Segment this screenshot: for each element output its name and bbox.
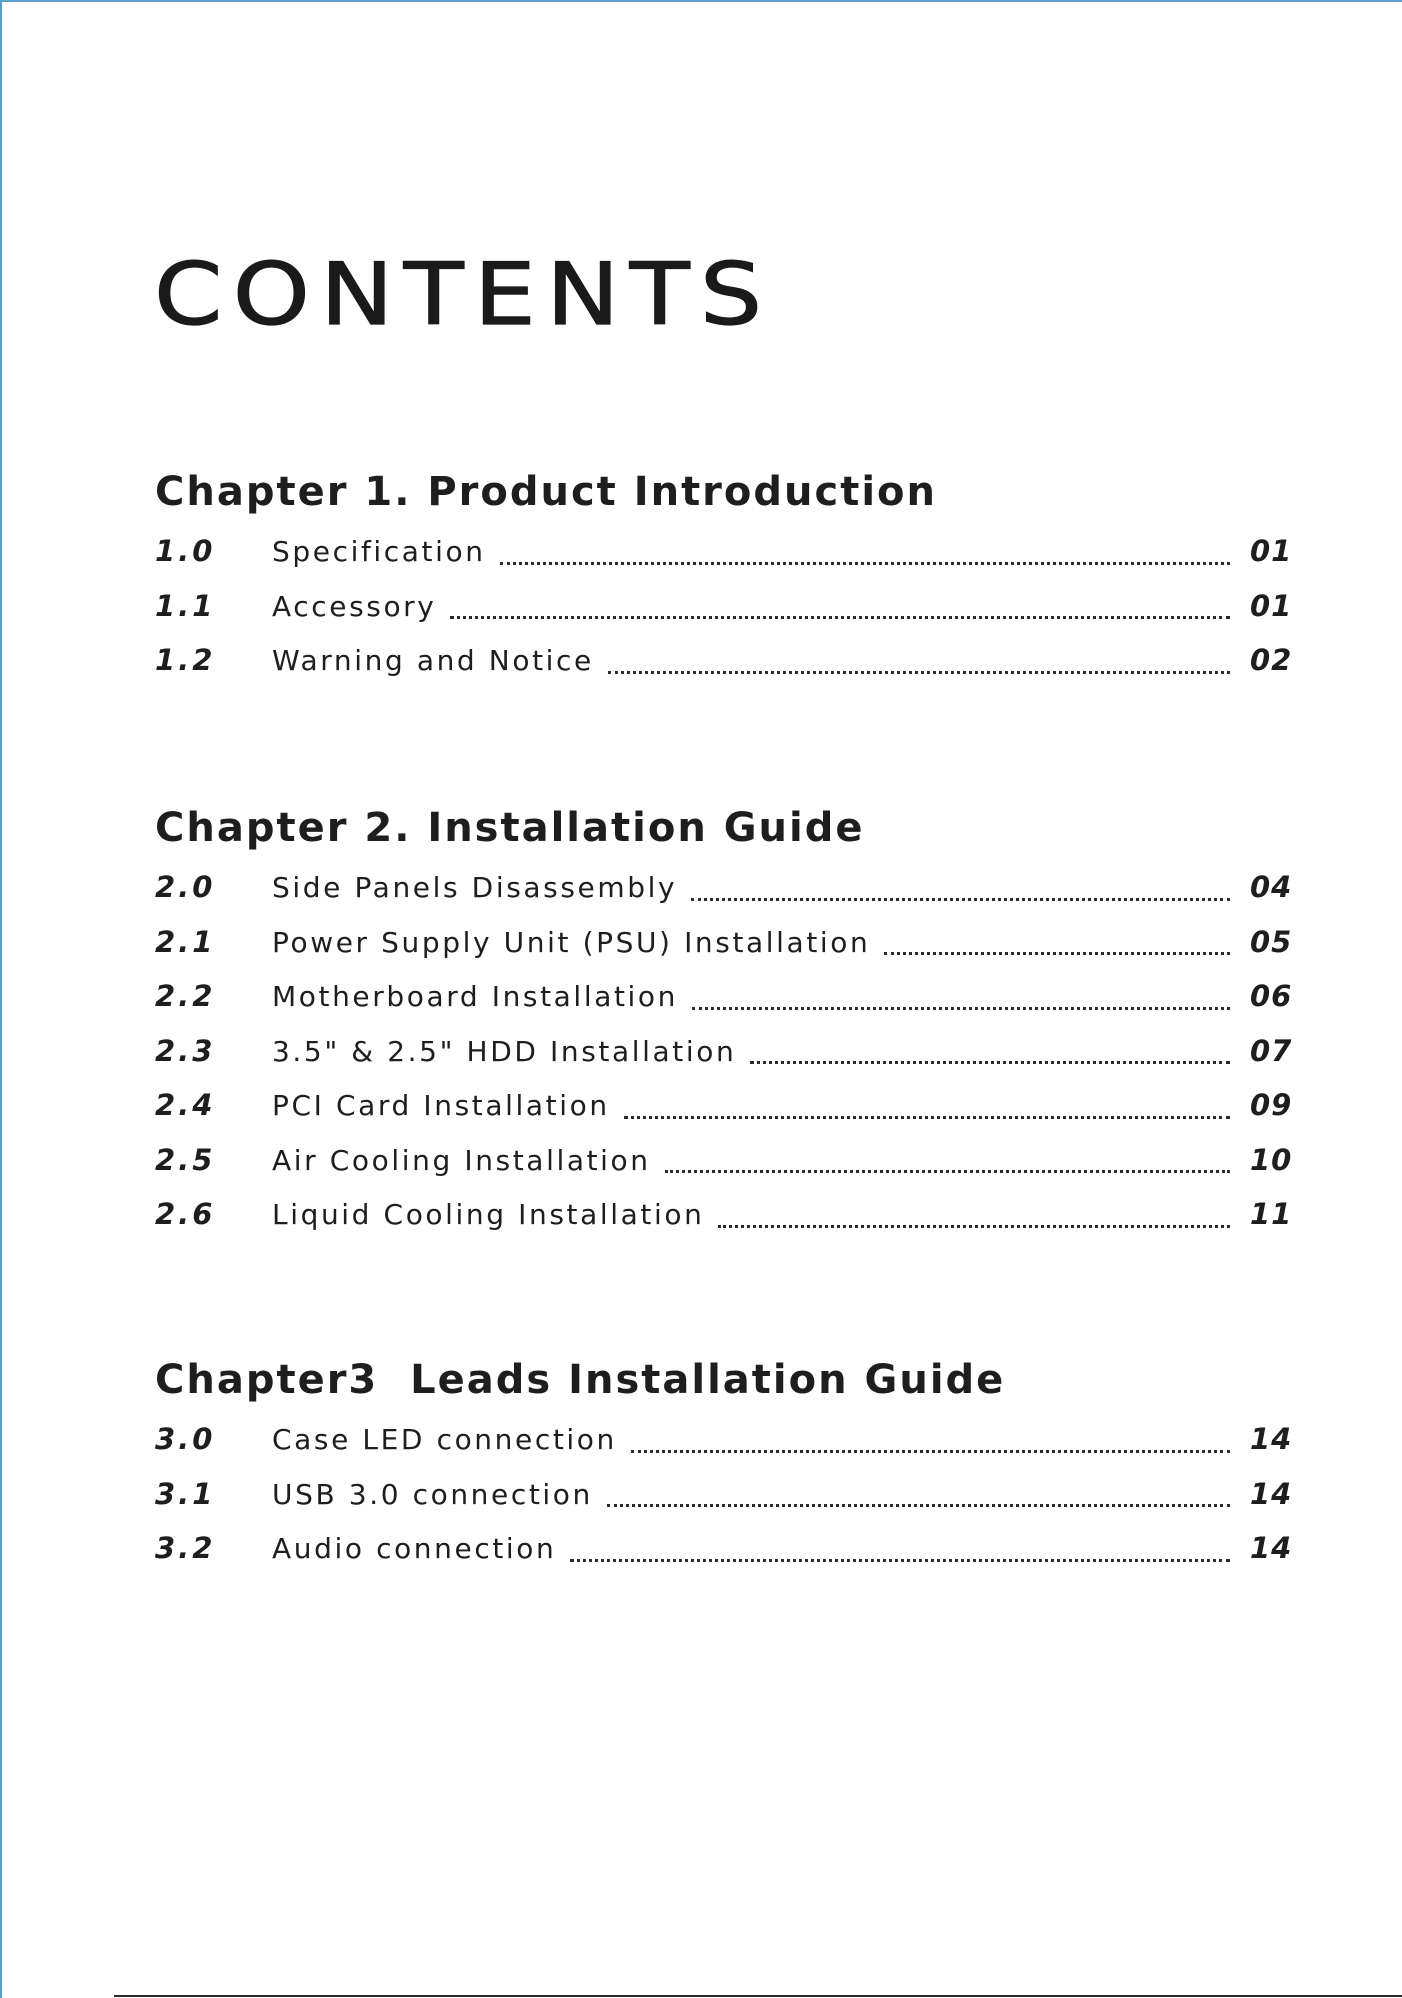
dot-leader — [718, 1225, 1230, 1228]
page-number: 05 — [1250, 924, 1293, 959]
dot-leader — [665, 1170, 1230, 1173]
page-number: 10 — [1250, 1142, 1293, 1177]
dot-leader — [500, 562, 1230, 565]
section-number: 3.0 — [155, 1422, 216, 1456]
section-number: 2.5 — [155, 1142, 216, 1177]
chapter-section — [155, 1357, 1293, 1586]
page-number: 14 — [1250, 1422, 1293, 1456]
toc-entry[interactable] — [155, 643, 1293, 698]
section-title: PCI Card Installation — [272, 1089, 610, 1122]
section-number: 2.4 — [155, 1088, 216, 1122]
toc-entry[interactable] — [155, 1422, 1293, 1477]
dot-leader — [570, 1559, 1230, 1562]
section-number: 1.1 — [155, 588, 216, 623]
dot-leader — [450, 616, 1230, 619]
chapter-title: Chapter3 Leads Installation Guide — [155, 1357, 1006, 1403]
section-number: 2.0 — [155, 870, 216, 904]
section-number: 1.0 — [155, 534, 216, 568]
page-number: 04 — [1250, 870, 1293, 904]
page-number: 01 — [1250, 588, 1293, 623]
toc-entry[interactable] — [155, 1531, 1293, 1586]
section-title: USB 3.0 connection — [272, 1477, 593, 1511]
section-title: Motherboard Installation — [272, 980, 678, 1013]
dot-leader — [631, 1450, 1230, 1453]
toc-entry-list — [155, 1422, 1293, 1586]
toc-entry[interactable] — [155, 1142, 1293, 1198]
page-number: 14 — [1250, 1531, 1293, 1565]
toc-entry[interactable] — [155, 870, 1293, 925]
bottom-rule — [114, 1995, 1402, 1997]
page-number: 02 — [1250, 643, 1293, 677]
section-title: Accessory — [272, 589, 437, 623]
toc-entry[interactable] — [155, 1033, 1293, 1089]
section-number: 2.2 — [155, 979, 216, 1013]
page-number: 11 — [1250, 1197, 1293, 1231]
dot-leader — [691, 898, 1230, 901]
chapter-title: Chapter 1. Product Introduction — [155, 469, 937, 515]
page-number: 07 — [1250, 1033, 1293, 1068]
toc-entry-list — [155, 870, 1293, 1252]
dot-leader — [624, 1116, 1230, 1119]
toc-entry-list — [155, 534, 1293, 698]
section-title: Specification — [272, 535, 486, 568]
toc-entry[interactable] — [155, 1476, 1293, 1532]
dot-leader — [607, 1504, 1230, 1507]
dot-leader — [884, 952, 1230, 955]
dot-leader — [608, 671, 1230, 674]
dot-leader — [750, 1061, 1230, 1064]
chapter-title: Chapter 2. Installation Guide — [155, 805, 865, 851]
section-number: 2.1 — [155, 924, 216, 959]
section-title: Audio connection — [272, 1532, 557, 1565]
toc-entry[interactable] — [155, 534, 1293, 589]
dot-leader — [692, 1007, 1230, 1010]
section-title: Warning and Notice — [272, 644, 594, 677]
toc-entry[interactable] — [155, 588, 1293, 644]
section-number: 2.6 — [155, 1197, 216, 1231]
toc-entry[interactable] — [155, 1088, 1293, 1143]
section-number: 3.1 — [155, 1476, 216, 1511]
chapter-section — [155, 805, 1293, 1252]
toc-entry[interactable] — [155, 1197, 1293, 1252]
section-number: 2.3 — [155, 1033, 216, 1068]
toc-entry[interactable] — [155, 924, 1293, 980]
chapter-section — [155, 469, 1293, 698]
section-title: Case LED connection — [272, 1423, 617, 1456]
contents-heading: CONTENTS — [154, 245, 773, 345]
page-number: 06 — [1250, 979, 1293, 1013]
page-number: 14 — [1250, 1476, 1293, 1511]
page-number: 01 — [1250, 534, 1293, 568]
section-title: Liquid Cooling Installation — [272, 1198, 705, 1231]
page-number: 09 — [1250, 1088, 1293, 1122]
section-title: Air Cooling Installation — [272, 1143, 651, 1177]
section-number: 1.2 — [155, 643, 216, 677]
section-title: 3.5" & 2.5" HDD Installation — [272, 1034, 737, 1068]
section-number: 3.2 — [155, 1531, 216, 1565]
toc-entry[interactable] — [155, 979, 1293, 1034]
section-title: Power Supply Unit (PSU) Installation — [272, 925, 871, 959]
section-title: Side Panels Disassembly — [272, 871, 678, 904]
